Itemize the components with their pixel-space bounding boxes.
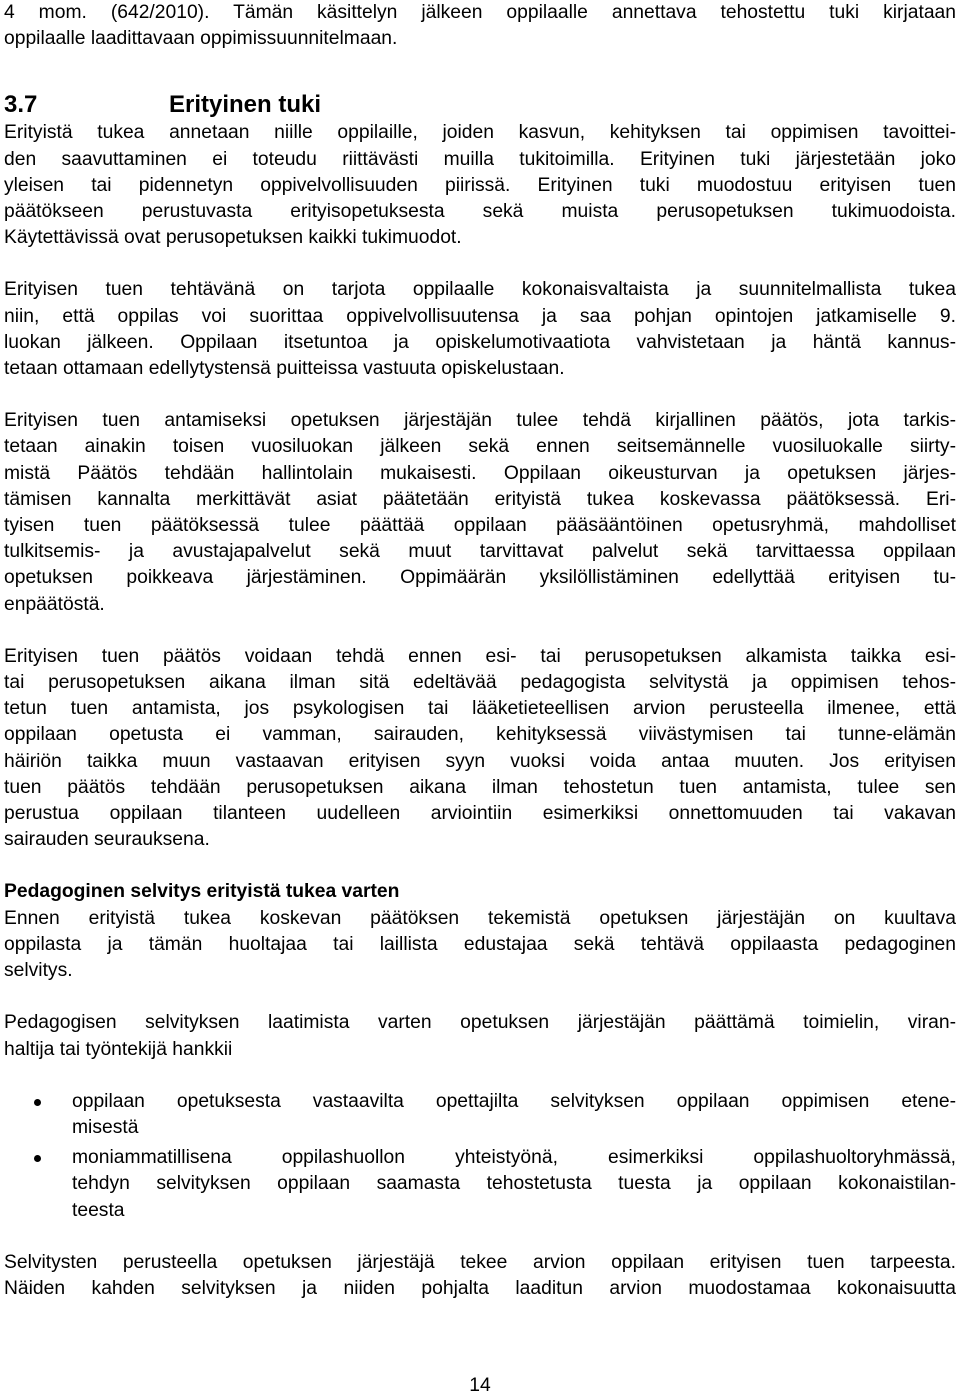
text-line: yleisen tai pidennetyn oppivelvollisuuden piirissä. Erityinen tuki muodostuu erityisen tuen [4,174,956,196]
text-line: oppilaalle laadittavaan oppimissuunnitelmaan. [4,28,398,50]
bullet-icon [34,1155,41,1162]
closing-paragraph [4,1250,956,1302]
text-line: tetaan ainakin toisen vuosiluokan jälkeen sekä ennen seitsemännelle vuosiluokalle siirty- [4,436,956,458]
text-line: Käytettävissä ovat perusopetuksen kaikki tukimuodot. [4,227,462,249]
intro-paragraph [4,0,956,52]
page-number: 14 [469,1375,491,1396]
text-line: tulkitsemis- ja avustajapalvelut sekä muut tarvittavat palvelut sekä tarvittaessa oppilaan [4,541,956,563]
text-line: luokan jälkeen. Oppilaan itsetuntoa ja opiskelumotivaatiota vahvistetaan ja häntä kannus- [4,331,956,353]
text-line: päätökseen perustuvasta erityisopetuksesta sekä muista perusopetuksen tukimuodoista. [4,201,956,223]
text-line: misestä [72,1116,139,1138]
list-item [4,1089,956,1141]
text-line: tyisen tuen päätöksessä tulee päättää oppilaan pääsääntöinen opetusryhmä, mahdolliset [4,515,956,537]
text-line: tai perusopetuksen aikana ilman sitä edeltävää pedagogista selvitystä ja oppimisen tehos- [4,672,956,694]
text-line: 4 mom. (642/2010). Tämän käsittelyn jälkeen oppilaalle annettava tehostettu tuki kirjataan [4,2,956,23]
text-line: oppilaan opetusta ei vamman, sairauden, kehityksessä viivästymisen tai tunne-elämän [4,724,956,746]
text-line: opetuksen poikkeava järjestäminen. Oppimäärän yksilöllistäminen edellyttää erityisen tu- [4,567,956,589]
text-line: oppilasta ja tämän huoltajaa tai laillista edustajaa sekä tehtävä oppilaasta pedagoginen [4,933,956,955]
text-line: den saavuttaminen ei toteudu riittävästi muilla tukitoimilla. Erityinen tuki järjestetään joko [4,148,956,170]
section-heading [4,90,956,120]
text-line: Erityistä tukea annetaan niille oppilaille, joiden kasvun, kehityksen tai oppimisen tavoittei- [4,122,956,144]
text-line: tuen päätös tehdään perusopetuksen aikana ilman tehostetun tuen antamista, tulee sen [4,776,956,798]
text-line: Ennen erityistä tukea koskevan päätöksen tekemistä opetuksen järjestäjän on kuultava [4,907,956,929]
document-page [4,0,956,1302]
text-line: mistä Päätös tehdään hallintolain mukaisesti. Oppilaan oikeusturvan ja opetuksen järjes- [4,462,956,484]
paragraph-1 [4,120,956,251]
subsection-heading: Pedagoginen selvitys erityistä tukea varten [4,881,400,903]
paragraph-3 [4,408,956,618]
bullet-list [4,1089,956,1224]
text-line: Erityisen tuen päätös voidaan tehdä ennen esi- tai perusopetuksen alkamista taikka esi- [4,645,956,667]
section-number: 3.7 [4,91,38,119]
text-line: teesta [72,1199,125,1221]
text-line: häiriön taikka muun vastaavan erityisen syyn vuoksi voida antaa muuten. Jos erityisen [4,750,956,772]
section-title: Erityinen tuki [169,91,322,119]
text-line: sairauden seurauksena. [4,829,210,851]
text-line: niin, että oppilas voi suorittaa oppivelvollisuutensa ja saa pohjan opintojen jatkamiselle 9. [4,305,956,327]
text-line: tehdyn selvityksen oppilaan saamasta tehostetusta tuesta ja oppilaan kokonaistilan- [72,1173,956,1195]
text-line: selvitys. [4,960,73,982]
bullet-icon [34,1099,41,1106]
text-line: oppilaan opetuksesta vastaavilta opettajilta selvityksen oppilaan oppimisen etene- [72,1090,956,1112]
text-line: tetaan ottamaan edellytystensä puitteissa vastuuta opiskelustaan. [4,358,565,380]
paragraph-2 [4,277,956,382]
text-line: perustua oppilaan tilanteen uudelleen arviointiin esimerkiksi onnettomuuden tai vakavan [4,803,956,825]
text-line: Pedagogisen selvityksen laatimista varten opetuksen järjestäjän päättämä toimielin, viran- [4,1012,956,1034]
text-line: enpäätöstä. [4,593,105,615]
text-line: Selvitysten perusteella opetuksen järjestäjä tekee arvion oppilaan erityisen tuen tarpeesta. [4,1251,956,1273]
list-item [4,1145,956,1224]
subsection-paragraph-2 [4,1010,956,1062]
text-line: moniammatillisena oppilashuollon yhteistyönä, esimerkiksi oppilashuoltoryhmässä, [72,1147,956,1169]
paragraph-4 [4,644,956,854]
text-line: Erityisen tuen tehtävänä on tarjota oppilaalle kokonaisvaltaista ja suunnitelmallista tukea [4,279,956,301]
text-line: Erityisen tuen antamiseksi opetuksen järjestäjän tulee tehdä kirjallinen päätös, jota tarkis- [4,410,956,432]
subsection-paragraph [4,906,956,985]
text-line: haltija tai työntekijä hankkii [4,1038,233,1060]
text-line: Näiden kahden selvityksen ja niiden pohjalta laaditun arvion muodostamaa kokonaisuutta [4,1277,956,1299]
text-line: tetun tuen antamista, jos psykologisen tai lääketieteellisen arvion perusteella ilmenee, että [4,698,956,720]
text-line: tämisen kannalta merkittävät asiat päätetään erityistä tukea koskevassa päätöksessä. Eri- [4,488,956,510]
